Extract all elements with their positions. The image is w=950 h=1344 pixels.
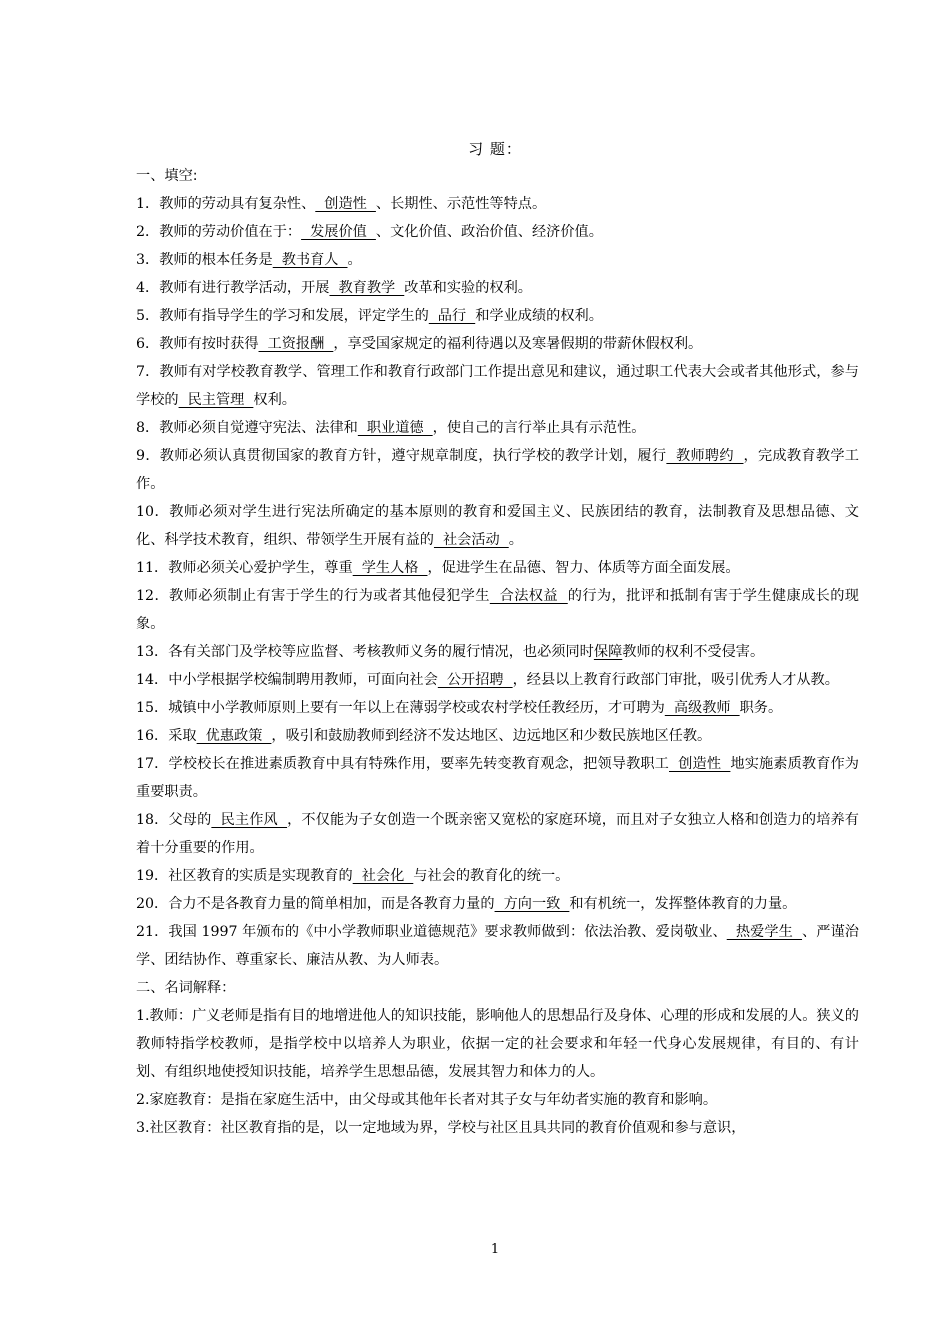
question-text: 、长期性、示范性等特点。 [375,196,547,212]
question-text: 4．教师有进行教学活动，开展 [136,280,330,296]
fill-in-item [136,890,859,918]
answer-blank: 品行 [428,308,476,324]
question-text: 职务。 [739,700,783,716]
question-text: 和有机统一，发挥整体教育的力量。 [569,896,797,912]
fill-in-item [136,414,859,442]
fill-in-item [136,442,859,498]
question-text: 12．教师必须制止有害于学生的行为或者其他侵犯学生 [136,588,490,604]
question-text: 教师的权利不受侵害。 [622,644,765,660]
fill-in-item [136,190,859,218]
answer-blank: 教书育人 [272,252,348,268]
answer-blank: 优惠政策 [196,728,272,744]
question-text: 3．教师的根本任务是 [136,252,273,268]
question-text: 16．采取 [136,728,197,744]
fill-in-item [136,862,859,890]
question-text: 1．教师的劳动具有复杂性、 [136,196,316,212]
question-text: 的行为，批评和抵制有害于学生健康成长的现象。 [136,588,859,632]
answer-blank: 公开招聘 [437,672,513,688]
question-text: 2．教师的劳动价值在于： [136,224,302,240]
fill-in-item [136,330,859,358]
question-text: ，吸引和鼓励教师到经济不发达地区、边远地区和少数民族地区任教。 [271,728,712,744]
question-text: 5．教师有指导学生的学习和发展，评定学生的 [136,308,429,324]
answer-blank: 保障 [593,644,623,660]
answer-blank: 教师聘约 [666,448,744,464]
question-text: ，使自己的言行举止具有示范性。 [432,420,646,436]
page-title: 习 题： [468,140,522,158]
question-text: 、文化价值、政治价值、经济价值。 [375,224,603,240]
question-text: 15．城镇中小学教师原则上要有一年以上在薄弱学校或农村学校任教经历，才可聘为 [136,700,665,716]
question-text: ，不仅能为子女创造一个既亲密又宽松的家庭环境，而且对子女独立人格和创造力的培养有着十分重要的作用。 [136,812,859,856]
fill-in-item [136,246,859,274]
answer-blank: 合法权益 [489,588,568,604]
question-text: ，促进学生在品德、智力、体质等方面全面发展。 [427,560,740,576]
question-text: 6．教师有按时获得 [136,336,259,352]
question-text: 改革和实验的权利。 [404,280,532,296]
answer-blank: 教育教学 [329,280,405,296]
fill-in-item [136,666,859,694]
question-text: 地实施素质教育作为重要职责。 [136,756,859,800]
question-text: 10．教师必须对学生进行宪法所确定的基本原则的教育和爱国主义、民族团结的教育，法制教育及思想品德、文化、科学技术教育，组织、带领学生开展有益的 [136,504,859,548]
question-text: 19．社区教育的实质是实现教育的 [136,868,353,884]
question-text: ，经县以上教育行政部门审批，吸引优秀人才从教。 [512,672,839,688]
fill-in-item [136,918,859,974]
fill-in-item [136,302,859,330]
fill-in-item [136,358,859,414]
fill-in-item [136,694,859,722]
section-heading-fill-in: 一、填空: [136,168,198,184]
question-text: 20．合力不是各教育力量的简单相加，而是各教育力量的 [136,896,495,912]
answer-blank: 创造性 [669,756,731,772]
section-heading-definitions: 二、名词解释： [136,980,236,996]
question-text: 11．教师必须关心爱护学生，尊重 [136,560,353,576]
question-text: 17．学校校长在推进素质教育中具有特殊作用，要率先转变教育观念，把领导教职工 [136,756,669,772]
question-text: ，享受国家规定的福利待遇以及寒暑假期的带薪休假权利。 [333,336,703,352]
definition-item: 2.家庭教育：是指在家庭生活中，由父母或其他年长者对其子女与年幼者实施的教育和影响。 [136,1092,718,1108]
answer-blank: 创造性 [315,196,376,212]
fill-in-item [136,274,859,302]
question-text: 权利。 [253,392,296,408]
question-text: 8．教师必须自觉遵守宪法、法律和 [136,420,358,436]
fill-in-item [136,218,859,246]
fill-in-item [136,722,859,750]
answer-blank: 民主作风 [211,812,288,828]
fill-in-item [136,582,859,638]
fill-in-list [136,190,859,974]
fill-in-item [136,554,859,582]
definition-item: 1.教师：广义老师是指有目的地增进他人的知识技能，影响他人的思想品行及身体、心理的形成和发展的人。狭义的教师特指学校教师，是指学校中以培养人为职业，依据一定的社会要求和年轻一代身心发展规律，有目的、有计划、有组织地使授知识技能，培养学生思想品德，发展其智力和体力的人。 [136,1008,859,1080]
definition-list [136,1002,859,1142]
page-number: 1 [490,1242,500,1257]
question-text: 与社会的教育化的统一。 [413,868,570,884]
question-text: 。 [347,252,362,268]
fill-in-item [136,638,859,666]
question-text: 18．父母的 [136,812,212,828]
fill-in-item [136,806,859,862]
question-text: 7．教师有对学校教育教学、管理工作和教育行政部门工作提出意见和建议，通过职工代表大会或者其他形式，参与学校的 [136,364,859,408]
answer-blank: 学生人格 [352,560,428,576]
fill-in-item [136,498,859,554]
answer-blank: 职业道德 [357,420,433,436]
question-text: 13．各有关部门及学校等应监督、考核教师义务的履行情况，也必须同时 [136,644,594,660]
answer-blank: 民主管理 [178,392,254,408]
document-body [136,162,859,1142]
question-text: 、严谨治学、团结协作、尊重家长、廉洁从教、为人师表。 [136,924,859,968]
question-text: 21．我国 1997 年颁布的《中小学教师职业道德规范》要求教师做到：依法治教、爱岗敬业、 [136,924,727,940]
question-text: ，完成教育教学工作。 [136,448,859,492]
answer-blank: 方向一致 [494,896,570,912]
answer-blank: 发展价值 [301,224,376,240]
answer-blank: 高级教师 [664,700,740,716]
answer-blank: 工资报酬 [258,336,334,352]
question-text: 。 [508,532,523,548]
answer-blank: 热爱学生 [726,924,803,940]
answer-blank: 社会活动 [433,532,509,548]
question-text: 和学业成绩的权利。 [475,308,603,324]
question-text: 9．教师必须认真贯彻国家的教育方针，遵守规章制度，执行学校的教学计划，履行 [136,448,667,464]
fill-in-item [136,750,859,806]
question-text: 14．中小学根据学校编制聘用教师，可面向社会 [136,672,438,688]
answer-blank: 社会化 [352,868,414,884]
definition-item: 3.社区教育：社区教育指的是，以一定地域为界，学校与社区且具共同的教育价值观和参与意识， [136,1120,746,1136]
